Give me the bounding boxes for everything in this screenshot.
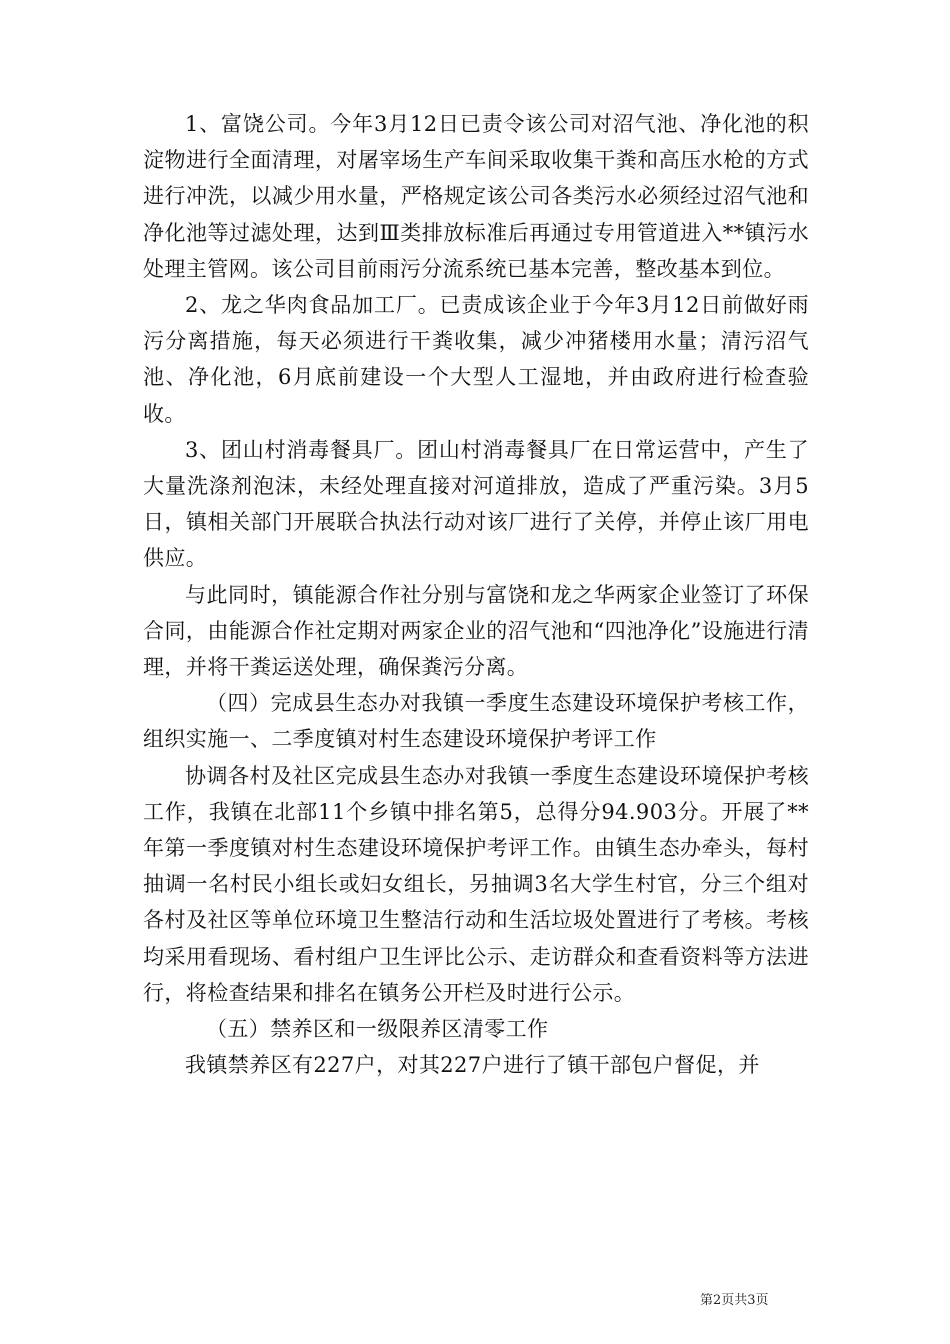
paragraph-assessment-work: 协调各村及社区完成县生态办对我镇一季度生态建设环境保护考核工作，我镇在北部11个乡镇中排名第5，总得分94.903分。开展了**年第一季度镇对村生态建设环境保护考评工作。由镇生态办牵头，每村抽调一名村民小组长或妇女组长，另抽调3名大学生村官，分三个组对各村及社区等单位环境卫生整洁行动和生活垃圾处置进行了考核。考核均采用看现场、看村组户卫生评比公示、走访群众和查看资料等方法进行，将检查结果和排名在镇务公开栏及时进行公示。 (143, 763, 809, 1005)
section-heading-five: （五）禁养区和一级限养区清零工作 (206, 1017, 549, 1042)
document-body (143, 106, 809, 1083)
paragraph-tuanshan-tableware-factory: 3、团山村消毒餐具厂。团山村消毒餐具厂在日常运营中，产生了大量洗涤剂泡沫，未经处理直接对河道排放，造成了严重污染。3月5日，镇相关部门开展联合执法行动对该厂进行了关停，并停止该厂用电供应。 (143, 437, 809, 571)
paragraph-longzhihua-factory: 2、龙之华肉食品加工厂。已责成该企业于今年3月12日前做好雨污分离措施，每天必须进行干粪收集，减少冲猪楼用水量；清污沼气池、净化池，6月底前建设一个大型人工湿地，并由政府进行检查验收。 (143, 293, 809, 426)
paragraph-fuyao-company: 1、富饶公司。今年3月12日已责令该公司对沼气池、净化池的积淀物进行全面清理，对屠宰场生产车间采取收集干粪和高压水枪的方式进行冲洗，以减少用水量，严格规定该公司各类污水必须经过沼气池和净化池等过滤处理，达到Ⅲ类排放标准后再通过专用管道进入**镇污水处理主管网。该公司目前雨污分流系统已基本完善，整改基本到位。 (143, 112, 809, 281)
paragraph-no-breeding-zone: 我镇禁养区有227户，对其227户进行了镇干部包户督促，并 (185, 1053, 760, 1078)
page-number-footer: 第2页共3页 (700, 1293, 769, 1308)
paragraph-energy-cooperative: 与此同时，镇能源合作社分别与富饶和龙之华两家企业签订了环保合同，由能源合作社定期对两家企业的沼气池和“四池净化”设施进行清理，并将干粪运送处理，确保粪污分离。 (143, 582, 809, 680)
section-heading-four: （四）完成县生态办对我镇一季度生态建设环境保护考核工作，组织实施一、二季度镇对村生态建设环境保护考评工作 (143, 691, 809, 752)
